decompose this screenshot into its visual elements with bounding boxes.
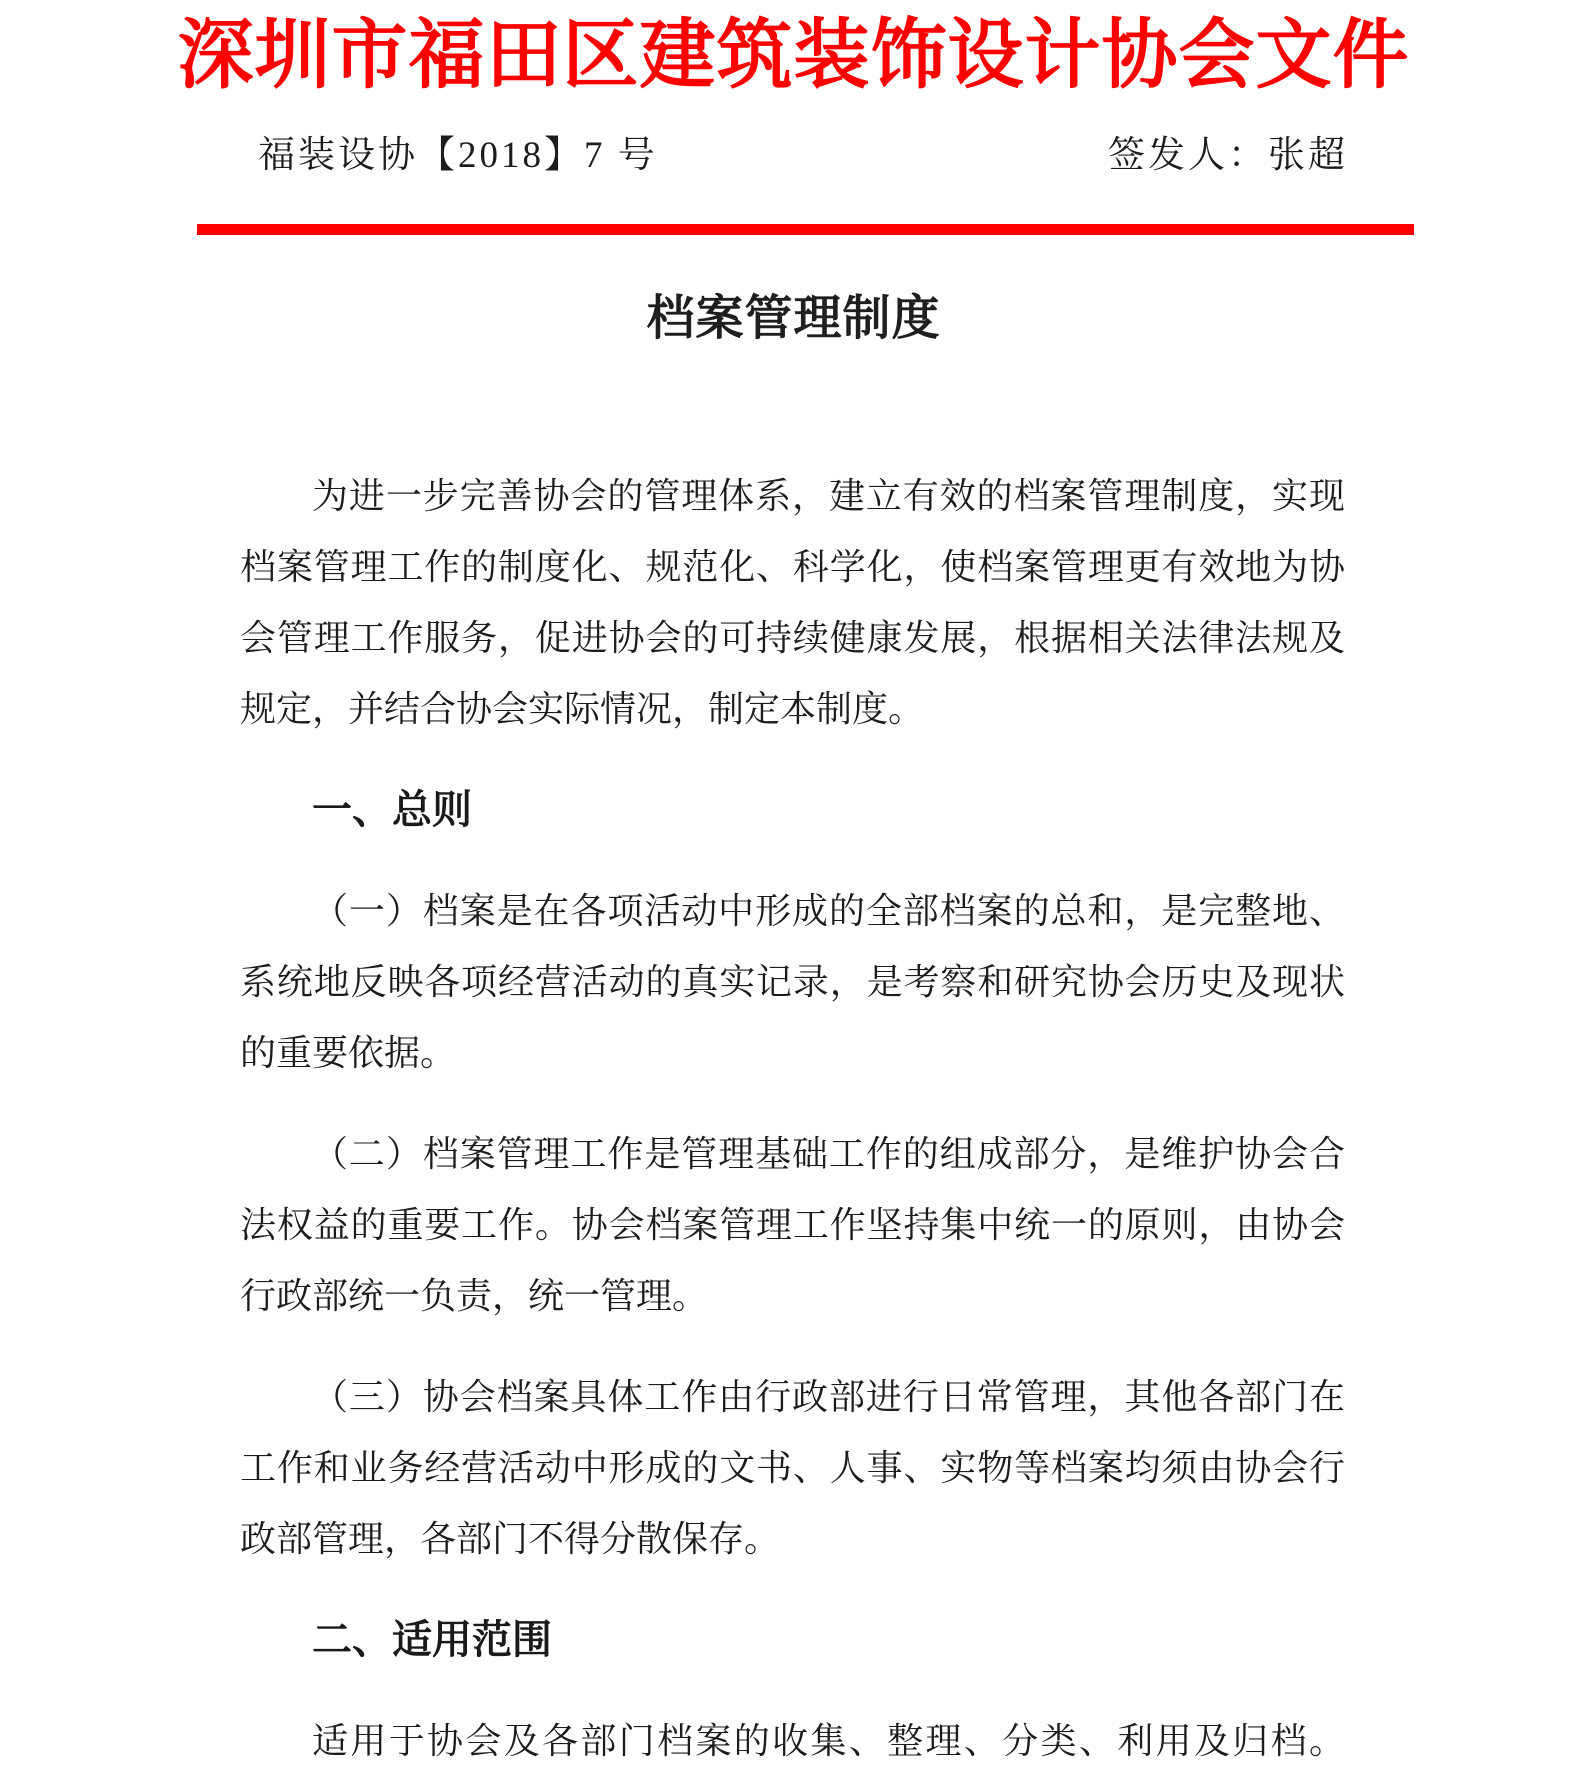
section-heading-general-rules: 一、总则 bbox=[312, 788, 472, 832]
section-heading-scope: 二、适用范围 bbox=[312, 1618, 552, 1662]
paragraph-line: （一）档案是在各项活动中形成的全部档案的总和，是完整地、 bbox=[312, 891, 1345, 931]
document-title: 档案管理制度 bbox=[646, 292, 941, 345]
paragraph-line: 法权益的重要工作。协会档案管理工作坚持集中统一的原则，由协会 bbox=[240, 1205, 1345, 1245]
paragraph-line: 会管理工作服务，促进协会的可持续健康发展，根据相关法律法规及 bbox=[240, 618, 1345, 658]
document-body bbox=[240, 461, 1345, 1777]
paragraph-item-2 bbox=[240, 1119, 1345, 1332]
paragraph-line: （二）档案管理工作是管理基础工作的组成部分，是维护协会合 bbox=[312, 1134, 1345, 1174]
paragraph-scope bbox=[240, 1706, 1345, 1777]
paragraph-line: 适用于协会及各部门档案的收集、整理、分类、利用及归档。 bbox=[312, 1721, 1345, 1761]
issuer bbox=[1108, 134, 1348, 178]
paragraph-line: 为进一步完善协会的管理体系，建立有效的档案管理制度，实现 bbox=[312, 476, 1345, 516]
paragraph-item-3 bbox=[240, 1362, 1345, 1575]
red-divider-rule bbox=[197, 224, 1414, 235]
paragraph-line: 规定，并结合协会实际情况，制定本制度。 bbox=[240, 689, 925, 729]
paragraph-line: 行政部统一负责，统一管理。 bbox=[240, 1276, 709, 1316]
paragraph-line: 档案管理工作的制度化、规范化、科学化，使档案管理更有效地为协 bbox=[240, 547, 1345, 587]
paragraph-item-1 bbox=[240, 876, 1345, 1089]
doc-number: 福装设协【2018】7 号 bbox=[258, 135, 658, 176]
paragraph-line: （三）协会档案具体工作由行政部进行日常管理，其他各部门在 bbox=[312, 1377, 1345, 1417]
issuer-name: 张超 bbox=[1268, 135, 1348, 176]
paragraph-line: 工作和业务经营活动中形成的文书、人事、实物等档案均须由协会行 bbox=[240, 1448, 1345, 1488]
org-letterhead-title: 深圳市福田区建筑装饰设计协会文件 bbox=[177, 14, 1410, 98]
paragraph-intro bbox=[240, 461, 1345, 745]
paragraph-line: 系统地反映各项经营活动的真实记录，是考察和研究协会历史及现状 bbox=[240, 962, 1345, 1002]
issuer-label: 签发人： bbox=[1108, 135, 1268, 176]
paragraph-line: 的重要依据。 bbox=[240, 1033, 457, 1073]
meta-row bbox=[258, 134, 1348, 178]
paragraph-line: 政部管理，各部门不得分散保存。 bbox=[240, 1519, 781, 1559]
